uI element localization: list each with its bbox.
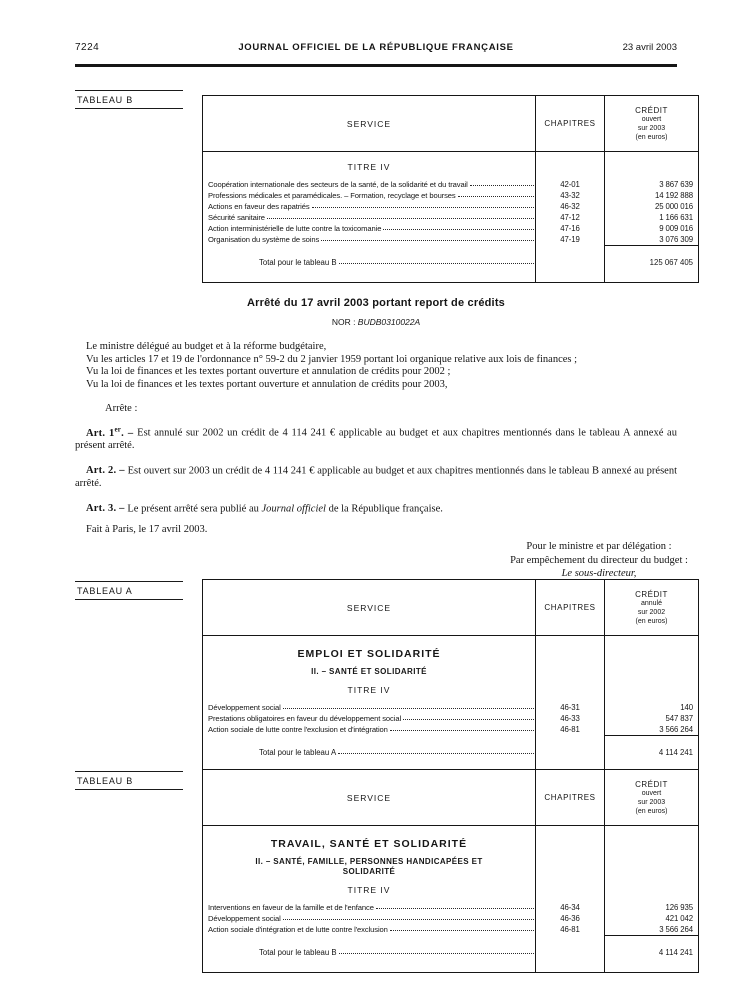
table-section-heading-row bbox=[203, 664, 698, 680]
dotted-leader bbox=[283, 708, 534, 709]
row-chapitre-value: 46-81 bbox=[535, 924, 604, 935]
dotted-leader bbox=[390, 930, 534, 931]
nor-label: NOR : bbox=[331, 316, 358, 327]
tableau-a-label: TABLEAU A bbox=[75, 581, 183, 600]
running-head bbox=[75, 42, 677, 53]
row-service-label: Action sociale d'intégration et de lutte contre l'exclusion bbox=[208, 925, 388, 934]
row-service-label: Action interministérielle de lutte contre la toxicomanie bbox=[208, 224, 382, 233]
row-credit-value: 3 867 639 bbox=[604, 179, 698, 190]
row-chapitre-value: 46-32 bbox=[535, 201, 604, 212]
total-value: 125 067 405 bbox=[604, 245, 698, 278]
column-header-credit: CRÉDIT annulé sur 2002 (en euros) bbox=[604, 580, 698, 635]
table-total-row bbox=[203, 735, 698, 768]
table-section-heading: TITRE IV bbox=[347, 885, 391, 895]
table-row bbox=[203, 724, 698, 735]
row-chapitre-value: 47-19 bbox=[535, 234, 604, 245]
row-credit-value: 421 042 bbox=[604, 913, 698, 924]
row-credit-value: 126 935 bbox=[604, 902, 698, 913]
fait-line: Fait à Paris, le 17 avril 2003. bbox=[86, 523, 208, 535]
tableau-b1-label: TABLEAU B bbox=[75, 90, 183, 109]
preamble-line: Vu la loi de finances et les textes portant ouverture et annulation de crédits pour 2003, bbox=[86, 378, 448, 390]
row-credit-value: 3 566 264 bbox=[604, 924, 698, 935]
article-3: Art. 3. – Le présent arrêté sera publié au Journal officiel de la République française. bbox=[86, 503, 443, 515]
total-value: 4 114 241 bbox=[604, 735, 698, 768]
signature-line: Par empêchement du directeur du budget : bbox=[510, 554, 688, 566]
table-header-row bbox=[203, 580, 698, 636]
dotted-leader bbox=[470, 185, 534, 186]
signature-line: Pour le ministre et par délégation : bbox=[526, 541, 672, 553]
issue-date: 23 avril 2003 bbox=[622, 42, 677, 53]
column-header-credit: CRÉDIT ouvert sur 2003 (en euros) bbox=[604, 770, 698, 825]
dotted-leader bbox=[403, 719, 534, 720]
header-rule bbox=[75, 64, 677, 67]
table-section-heading-row bbox=[203, 880, 698, 902]
arrete-word: Arrête : bbox=[105, 402, 138, 414]
table-section-heading: TRAVAIL, SANTÉ ET SOLIDARITÉ bbox=[270, 838, 468, 850]
table-tableau-b-top bbox=[202, 95, 699, 283]
row-service-label: Action sociale de lutte contre l'exclusion et d'intégration bbox=[208, 725, 388, 734]
row-chapitre-value: 46-36 bbox=[535, 913, 604, 924]
dotted-leader bbox=[376, 908, 534, 909]
table-row bbox=[203, 902, 698, 913]
row-chapitre-value: 47-16 bbox=[535, 223, 604, 234]
row-service-label: Professions médicales et paramédicales. – Formation, recyclage et bourses bbox=[208, 191, 456, 200]
table-row bbox=[203, 702, 698, 713]
total-label: Total pour le tableau B bbox=[259, 948, 337, 957]
row-chapitre-value: 46-81 bbox=[535, 724, 604, 735]
nor-value: BUDB0310022A bbox=[357, 316, 421, 327]
dotted-leader bbox=[339, 263, 534, 264]
total-label: Total pour le tableau A bbox=[259, 748, 337, 757]
table-section-heading: TITRE IV bbox=[347, 162, 391, 172]
row-chapitre-value: 42-01 bbox=[535, 179, 604, 190]
table-header-row bbox=[203, 770, 698, 826]
decree-section bbox=[75, 297, 688, 594]
dotted-leader bbox=[383, 229, 534, 230]
article-2: Art. 2. – Est ouvert sur 2003 un crédit de 4 114 241 € applicable au budget et aux chapitres mentionnés dans le tableau B annexé au présent arrêté. bbox=[75, 465, 677, 489]
table-row bbox=[203, 179, 698, 190]
row-credit-value: 547 837 bbox=[604, 713, 698, 724]
table-section-heading-row bbox=[203, 854, 698, 880]
table-row bbox=[203, 924, 698, 935]
table-total-row bbox=[203, 245, 698, 278]
row-service-label: Interventions en faveur de la famille et de l'enfance bbox=[208, 903, 374, 912]
row-service-label: Actions en faveur des rapatriés bbox=[208, 202, 310, 211]
row-credit-value: 9 009 016 bbox=[604, 223, 698, 234]
column-header-chapitres: CHAPITRES bbox=[535, 770, 604, 825]
row-chapitre-value: 43-32 bbox=[535, 190, 604, 201]
row-credit-value: 3 076 309 bbox=[604, 234, 698, 245]
table-section-heading-row bbox=[203, 157, 698, 179]
dotted-leader bbox=[312, 207, 534, 208]
table-section-heading-row bbox=[203, 831, 698, 854]
row-chapitre-value: 47-12 bbox=[535, 212, 604, 223]
preamble-line: Vu la loi de finances et les textes portant ouverture et annulation de crédits pour 2002 ; bbox=[86, 366, 451, 378]
row-chapitre-value: 46-31 bbox=[535, 702, 604, 713]
page-number: 7224 bbox=[75, 42, 100, 53]
table-header-row bbox=[203, 96, 698, 152]
column-header-service: SERVICE bbox=[346, 602, 392, 613]
table-row bbox=[203, 223, 698, 234]
row-service-label: Développement social bbox=[208, 703, 281, 712]
column-header-chapitres: CHAPITRES bbox=[535, 96, 604, 151]
dotted-leader bbox=[338, 753, 534, 754]
table-section-heading: II. – SANTÉ, FAMILLE, PERSONNES HANDICAPÉES ET SOLIDARITÉ bbox=[255, 857, 483, 876]
row-service-label: Coopération internationale des secteurs de la santé, de la solidarité et du travail bbox=[208, 180, 468, 189]
total-value: 4 114 241 bbox=[604, 935, 698, 968]
table-row bbox=[203, 201, 698, 212]
table-section-heading-row bbox=[203, 680, 698, 702]
row-chapitre-value: 46-33 bbox=[535, 713, 604, 724]
signature-title: Le sous-directeur, bbox=[561, 568, 637, 580]
column-header-service: SERVICE bbox=[346, 792, 392, 803]
table-section-heading: TITRE IV bbox=[347, 685, 391, 695]
table-tableau-a bbox=[202, 579, 699, 773]
preamble-line: Le ministre délégué au budget et à la réforme budgétaire, bbox=[86, 341, 327, 353]
dotted-leader bbox=[267, 218, 534, 219]
dotted-leader bbox=[283, 919, 534, 920]
row-credit-value: 1 166 631 bbox=[604, 212, 698, 223]
dotted-leader bbox=[321, 240, 534, 241]
row-service-label: Organisation du système de soins bbox=[208, 235, 320, 244]
article-1: Art. 1er. – Est annulé sur 2002 un crédit de 4 114 241 € applicable au budget et aux chapitres mentionnés dans le tableau A annexé au présent arrêté. bbox=[75, 425, 677, 452]
row-service-label: Prestations obligatoires en faveur du développement social bbox=[208, 714, 402, 723]
row-credit-value: 3 566 264 bbox=[604, 724, 698, 735]
tableau-b2-label: TABLEAU B bbox=[75, 771, 183, 790]
dotted-leader bbox=[339, 953, 534, 954]
column-header-chapitres: CHAPITRES bbox=[535, 580, 604, 635]
row-service-label: Développement social bbox=[208, 914, 281, 923]
total-label: Total pour le tableau B bbox=[259, 258, 337, 267]
preamble bbox=[75, 341, 677, 391]
table-row bbox=[203, 190, 698, 201]
column-header-service: SERVICE bbox=[346, 118, 392, 129]
journal-title: JOURNAL OFFICIEL DE LA RÉPUBLIQUE FRANÇAISE bbox=[238, 42, 514, 53]
dotted-leader bbox=[390, 730, 534, 731]
table-row bbox=[203, 234, 698, 245]
row-credit-value: 14 192 888 bbox=[604, 190, 698, 201]
row-credit-value: 25 000 016 bbox=[604, 201, 698, 212]
decree-title: Arrêté du 17 avril 2003 portant report de crédits bbox=[247, 297, 505, 309]
table-section-heading: II. – SANTÉ ET SOLIDARITÉ bbox=[311, 667, 427, 676]
nor-line bbox=[75, 316, 677, 329]
preamble-line: Vu les articles 17 et 19 de l'ordonnance n° 59-2 du 2 janvier 1959 portant loi organique relative aux lois de finances ; bbox=[86, 353, 578, 365]
row-service-label: Sécurité sanitaire bbox=[208, 213, 265, 222]
table-section-heading: EMPLOI ET SOLIDARITÉ bbox=[297, 648, 441, 660]
dotted-leader bbox=[458, 196, 534, 197]
row-credit-value: 140 bbox=[604, 702, 698, 713]
column-header-credit: CRÉDIT ouvert sur 2003 (en euros) bbox=[604, 96, 698, 151]
row-chapitre-value: 46-34 bbox=[535, 902, 604, 913]
table-row bbox=[203, 713, 698, 724]
table-row bbox=[203, 212, 698, 223]
table-row bbox=[203, 913, 698, 924]
table-total-row bbox=[203, 935, 698, 968]
table-section-heading-row bbox=[203, 641, 698, 664]
table-tableau-b-bottom bbox=[202, 769, 699, 973]
